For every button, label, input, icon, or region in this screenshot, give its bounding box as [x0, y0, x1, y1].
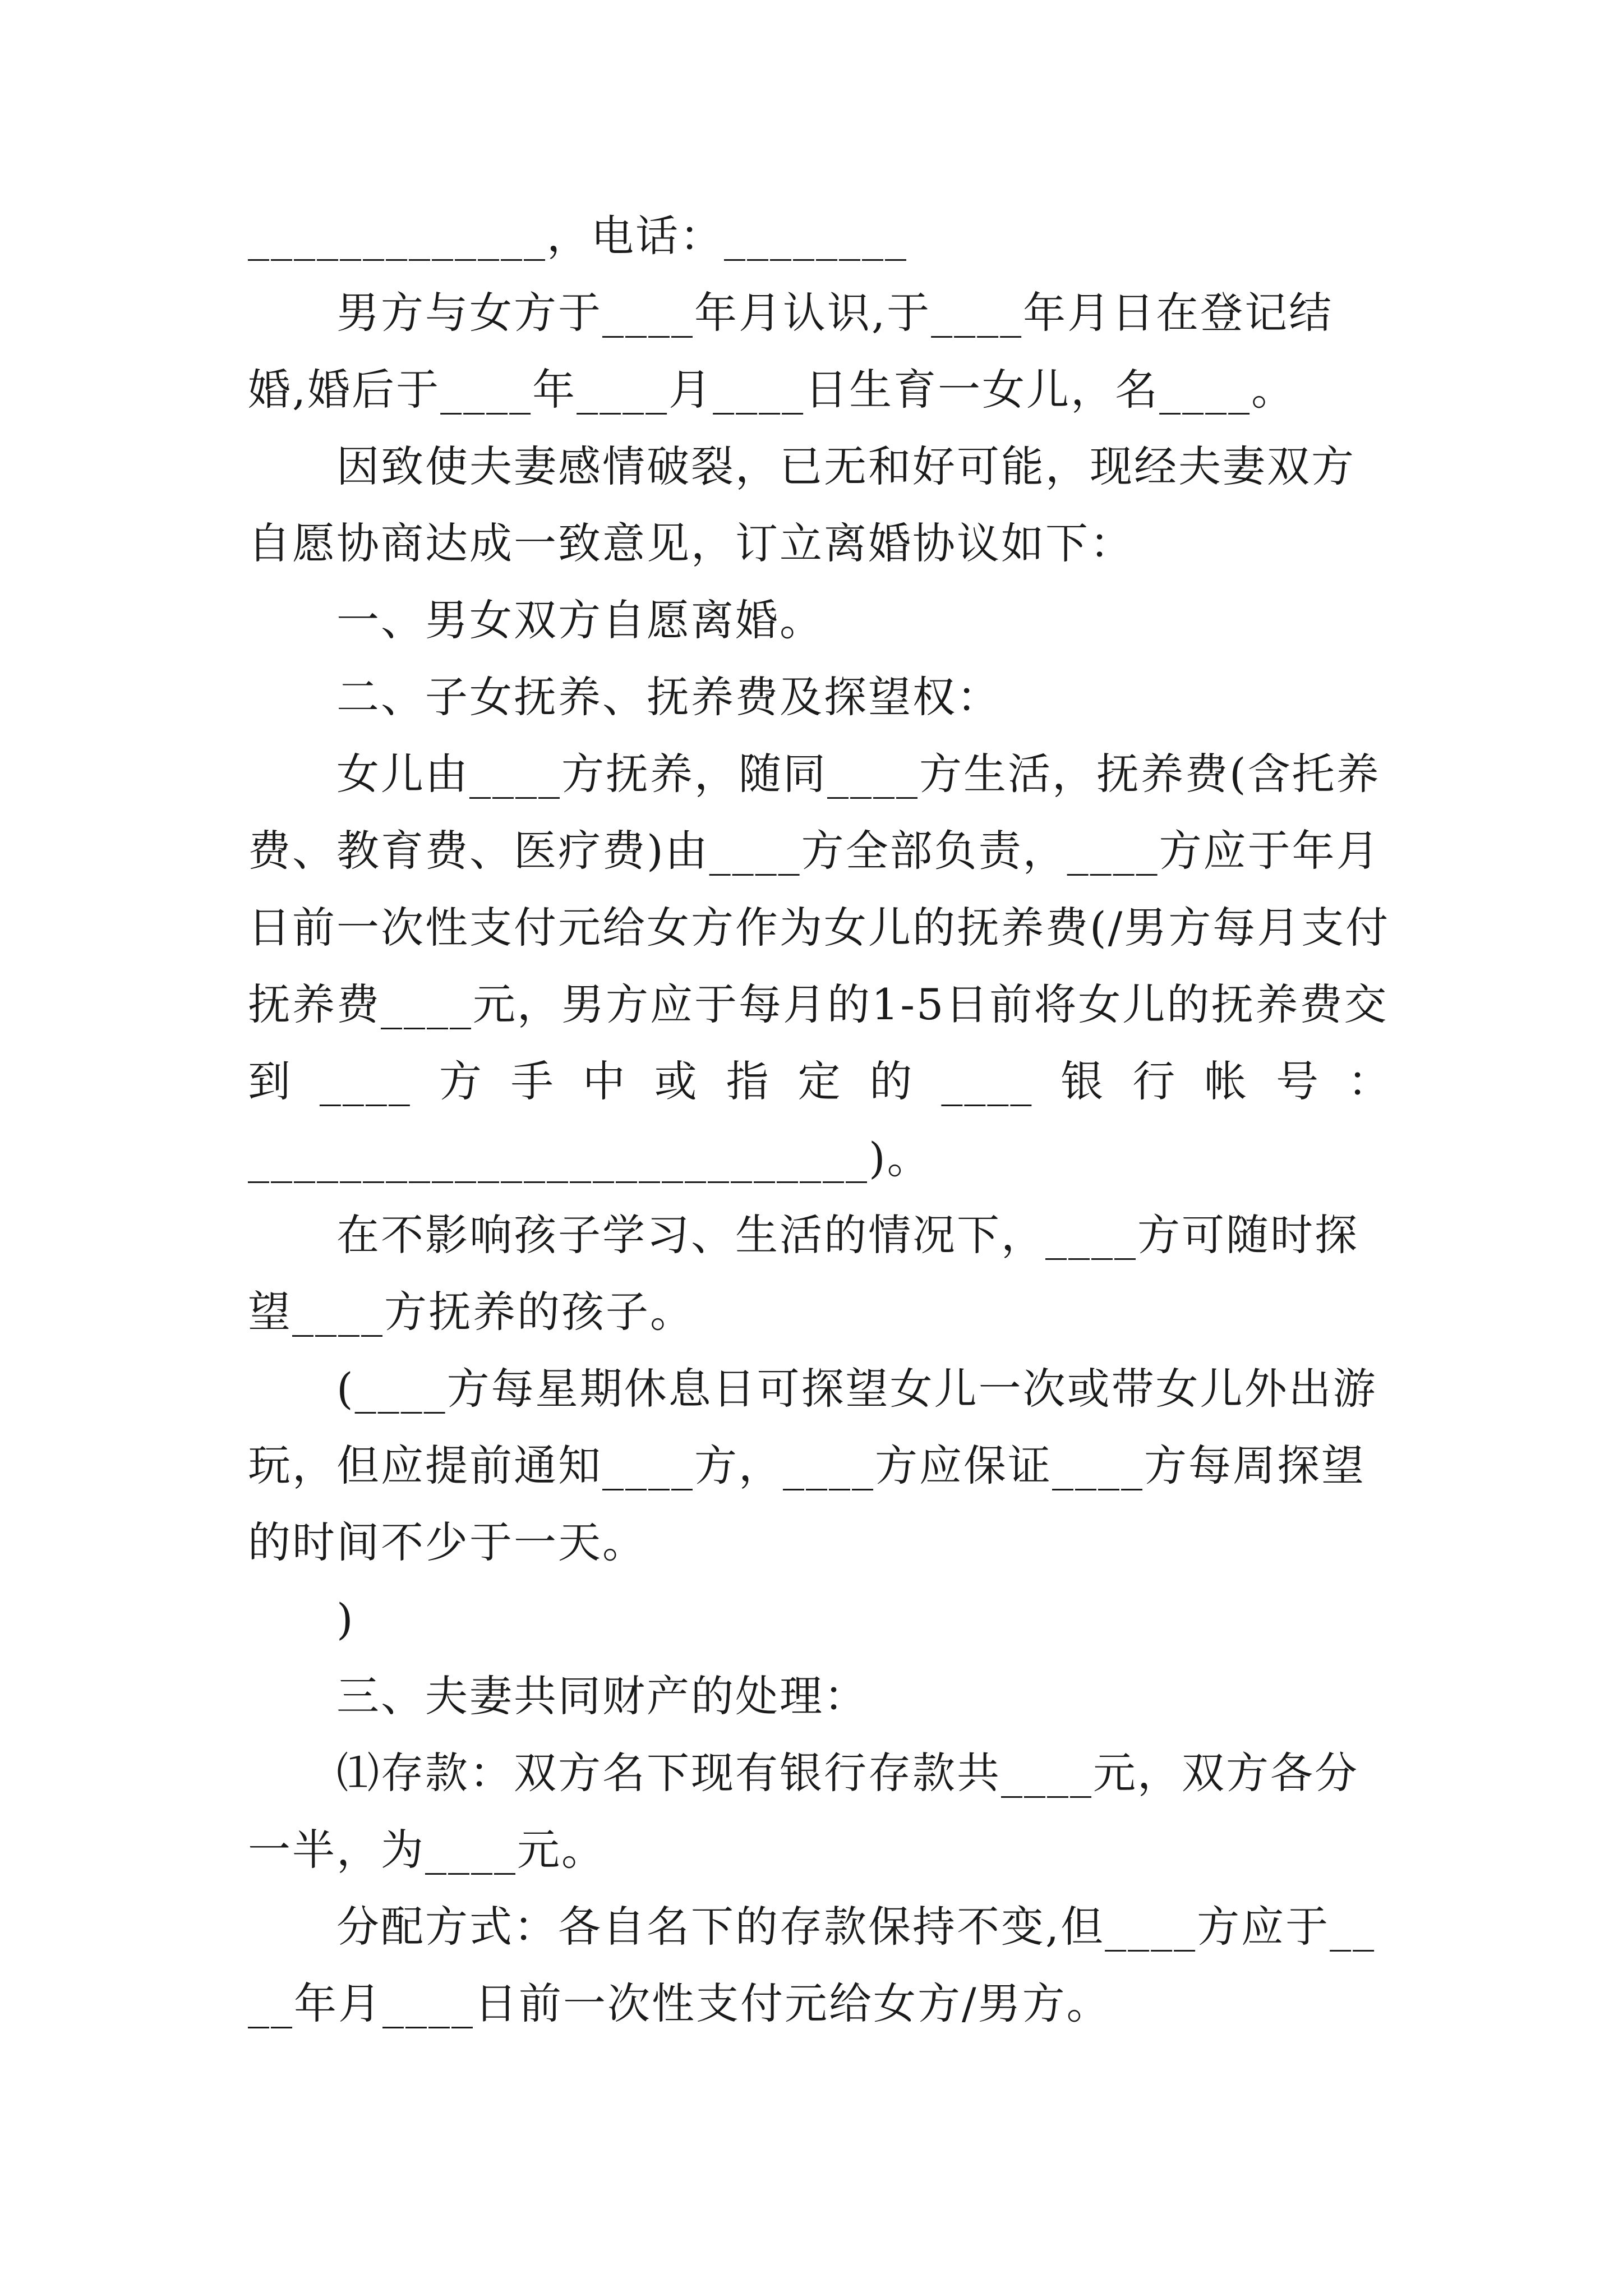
clause-two-heading: 二、子女抚养、抚养费及探望权：: [336, 672, 1001, 722]
closing-parenthesis: ): [336, 1594, 355, 1644]
bank-account-blank-line: ___________________________)。: [248, 1133, 932, 1183]
child-support-paragraph: 女儿由____方抚养，随同____方生活，抚养费(含托养费、教育费、医疗费)由____方全部负责，____方应于年月日前一次性支付元给女方作为女儿的抚养费(/男方每月支付抚养费____元，男方应于每月的1-5日前将女儿的抚养费交: [248, 749, 1390, 1029]
visitation-paragraph: 在不影响孩子学习、生活的情况下，____方可随时探望____方抚养的孩子。: [248, 1210, 1359, 1337]
contact-line: _____________，电话：________: [248, 211, 908, 261]
divorce-reason-paragraph: 因致使夫妻感情破裂，已无和好可能，现经夫妻双方自愿协商达成一致意见，订立离婚协议如下：: [248, 441, 1355, 568]
document-body: [248, 197, 1392, 2042]
clause-three-heading: 三、夫妻共同财产的处理：: [336, 1671, 868, 1721]
deposit-paragraph: ⑴存款：双方名下现有银行存款共____元，双方各分一半，为____元。: [248, 1748, 1359, 1875]
clause-one-heading: 一、男女双方自愿离婚。: [336, 595, 824, 645]
weekly-visit-paragraph: (____方每星期休息日可探望女儿一次或带女儿外出游玩，但应提前通知____方，____方应保证____方每周探望的时间不少于一天。: [248, 1364, 1377, 1567]
distribution-paragraph: 分配方式：各自名下的存款保持不变,但____方应于____年月____日前一次性支付元给女方/男方。: [248, 1902, 1376, 2028]
bank-account-line: 到____方手中或指定的____银行帐号：: [248, 1056, 1392, 1106]
marriage-info-paragraph: 男方与女方于____年月认识,于____年月日在登记结婚,婚后于____年____月____日生育一女儿，名____。: [248, 288, 1334, 415]
